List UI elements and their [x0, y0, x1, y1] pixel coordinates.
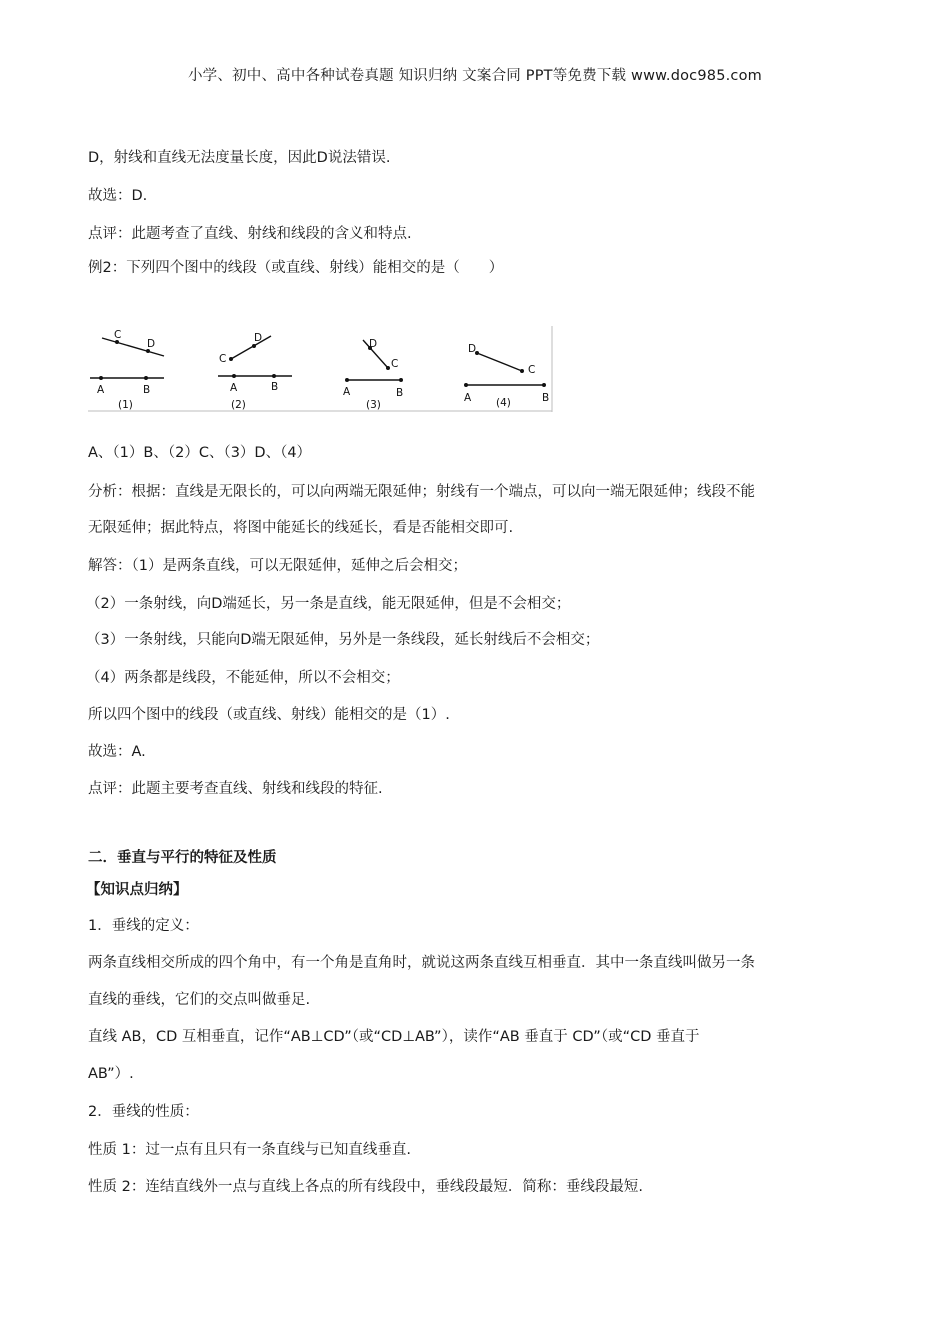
- paragraph: （2）一条射线，向D端延长，另一条是直线，能无限延伸，但是不会相交；: [86, 596, 571, 612]
- label-a: A: [230, 382, 238, 394]
- point-d: [252, 344, 256, 348]
- segment-dc: [477, 353, 522, 371]
- paragraph: （3）一条射线，只能向D端无限延伸，另外是一条线段，延长射线后不会相交；: [86, 632, 600, 648]
- figure-panel-2: [218, 332, 292, 411]
- label-a: A: [464, 392, 472, 404]
- label-b: B: [143, 384, 151, 396]
- label-c: C: [528, 364, 536, 376]
- subsection-heading: 【知识点归纳】: [86, 882, 188, 898]
- label-a: A: [343, 386, 351, 398]
- paragraph: 无限延伸；据此特点，将图中能延长的线延长，看是否能相交即可.: [88, 520, 514, 536]
- point-b: [144, 376, 148, 380]
- label-b: B: [396, 387, 404, 399]
- paragraph: 故选：A.: [88, 744, 146, 760]
- label-d: D: [369, 338, 378, 350]
- figure-svg: [88, 326, 553, 412]
- label-d: D: [468, 343, 477, 355]
- section-heading: 二．垂直与平行的特征及性质: [88, 850, 277, 866]
- figure-panel-3: [343, 338, 403, 411]
- paragraph: 分析：根据：直线是无限长的，可以向两端无限延伸；射线有一个端点，可以向一端无限延伸；线段不能: [88, 484, 755, 500]
- point-a: [232, 374, 236, 378]
- page-header: 小学、初中、高中各种试卷真题 知识归纳 文案合同 PPT等免费下载 www.doc985.com: [187, 68, 763, 84]
- caption-2: (2): [231, 399, 246, 411]
- label-c: C: [219, 353, 227, 365]
- paragraph: 故选：D.: [88, 188, 148, 204]
- label-d: D: [254, 332, 263, 344]
- ray-cd: [231, 336, 271, 359]
- paragraph: 2．垂线的性质：: [88, 1104, 199, 1120]
- paragraph: 两条直线相交所成的四个角中，有一个角是直角时，就说这两条直线互相垂直．其中一条直线叫做另一条: [88, 955, 755, 971]
- paragraph: D，射线和直线无法度量长度，因此D说法错误.: [88, 150, 391, 166]
- paragraph: 所以四个图中的线段（或直线、射线）能相交的是（1）.: [88, 707, 450, 723]
- paragraph: 直线 AB，CD 互相垂直，记作“AB⊥CD”（或“CD⊥AB”），读作“AB 垂直于 CD”（或“CD 垂直于: [88, 1029, 700, 1045]
- paragraph: AB”）.: [88, 1066, 134, 1082]
- paragraph: 性质 2：连结直线外一点与直线上各点的所有线段中，垂线段最短．简称：垂线段最短.: [88, 1179, 643, 1195]
- paragraph: 点评：此题考查了直线、射线和线段的含义和特点.: [88, 226, 412, 242]
- paragraph: 1．垂线的定义：: [88, 918, 199, 934]
- point-c: [229, 357, 233, 361]
- point-c: [520, 369, 524, 373]
- point-a: [345, 378, 349, 382]
- point-b: [399, 378, 403, 382]
- caption-4: (4): [496, 397, 511, 409]
- label-b: B: [542, 392, 550, 404]
- paragraph: （4）两条都是线段，不能延伸，所以不会相交；: [86, 670, 400, 686]
- point-b: [272, 374, 276, 378]
- figure-panel-1: [90, 329, 164, 411]
- point-a: [464, 383, 468, 387]
- label-c: C: [114, 329, 122, 341]
- paragraph: 解答：（1）是两条直线，可以无限延伸，延伸之后会相交；: [88, 558, 467, 574]
- label-b: B: [271, 381, 279, 393]
- answer-options: A、（1）B、（2）C、（3）D、（4）: [88, 445, 312, 461]
- point-b: [542, 383, 546, 387]
- paragraph: 直线的垂线，它们的交点叫做垂足.: [88, 992, 311, 1008]
- point-c: [386, 366, 390, 370]
- figure-panel-4: [464, 343, 549, 409]
- caption-1: (1): [118, 399, 133, 411]
- paragraph: 性质 1：过一点有且只有一条直线与已知直线垂直.: [88, 1142, 411, 1158]
- question-stem: 例2：下列四个图中的线段（或直线、射线）能相交的是（ ）: [88, 260, 504, 276]
- caption-3: (3): [366, 399, 381, 411]
- label-d: D: [147, 338, 156, 350]
- paragraph: 点评：此题主要考查直线、射线和线段的特征.: [88, 781, 383, 797]
- label-a: A: [97, 384, 105, 396]
- question-figure: [88, 326, 553, 412]
- label-c: C: [391, 358, 399, 370]
- point-a: [99, 376, 103, 380]
